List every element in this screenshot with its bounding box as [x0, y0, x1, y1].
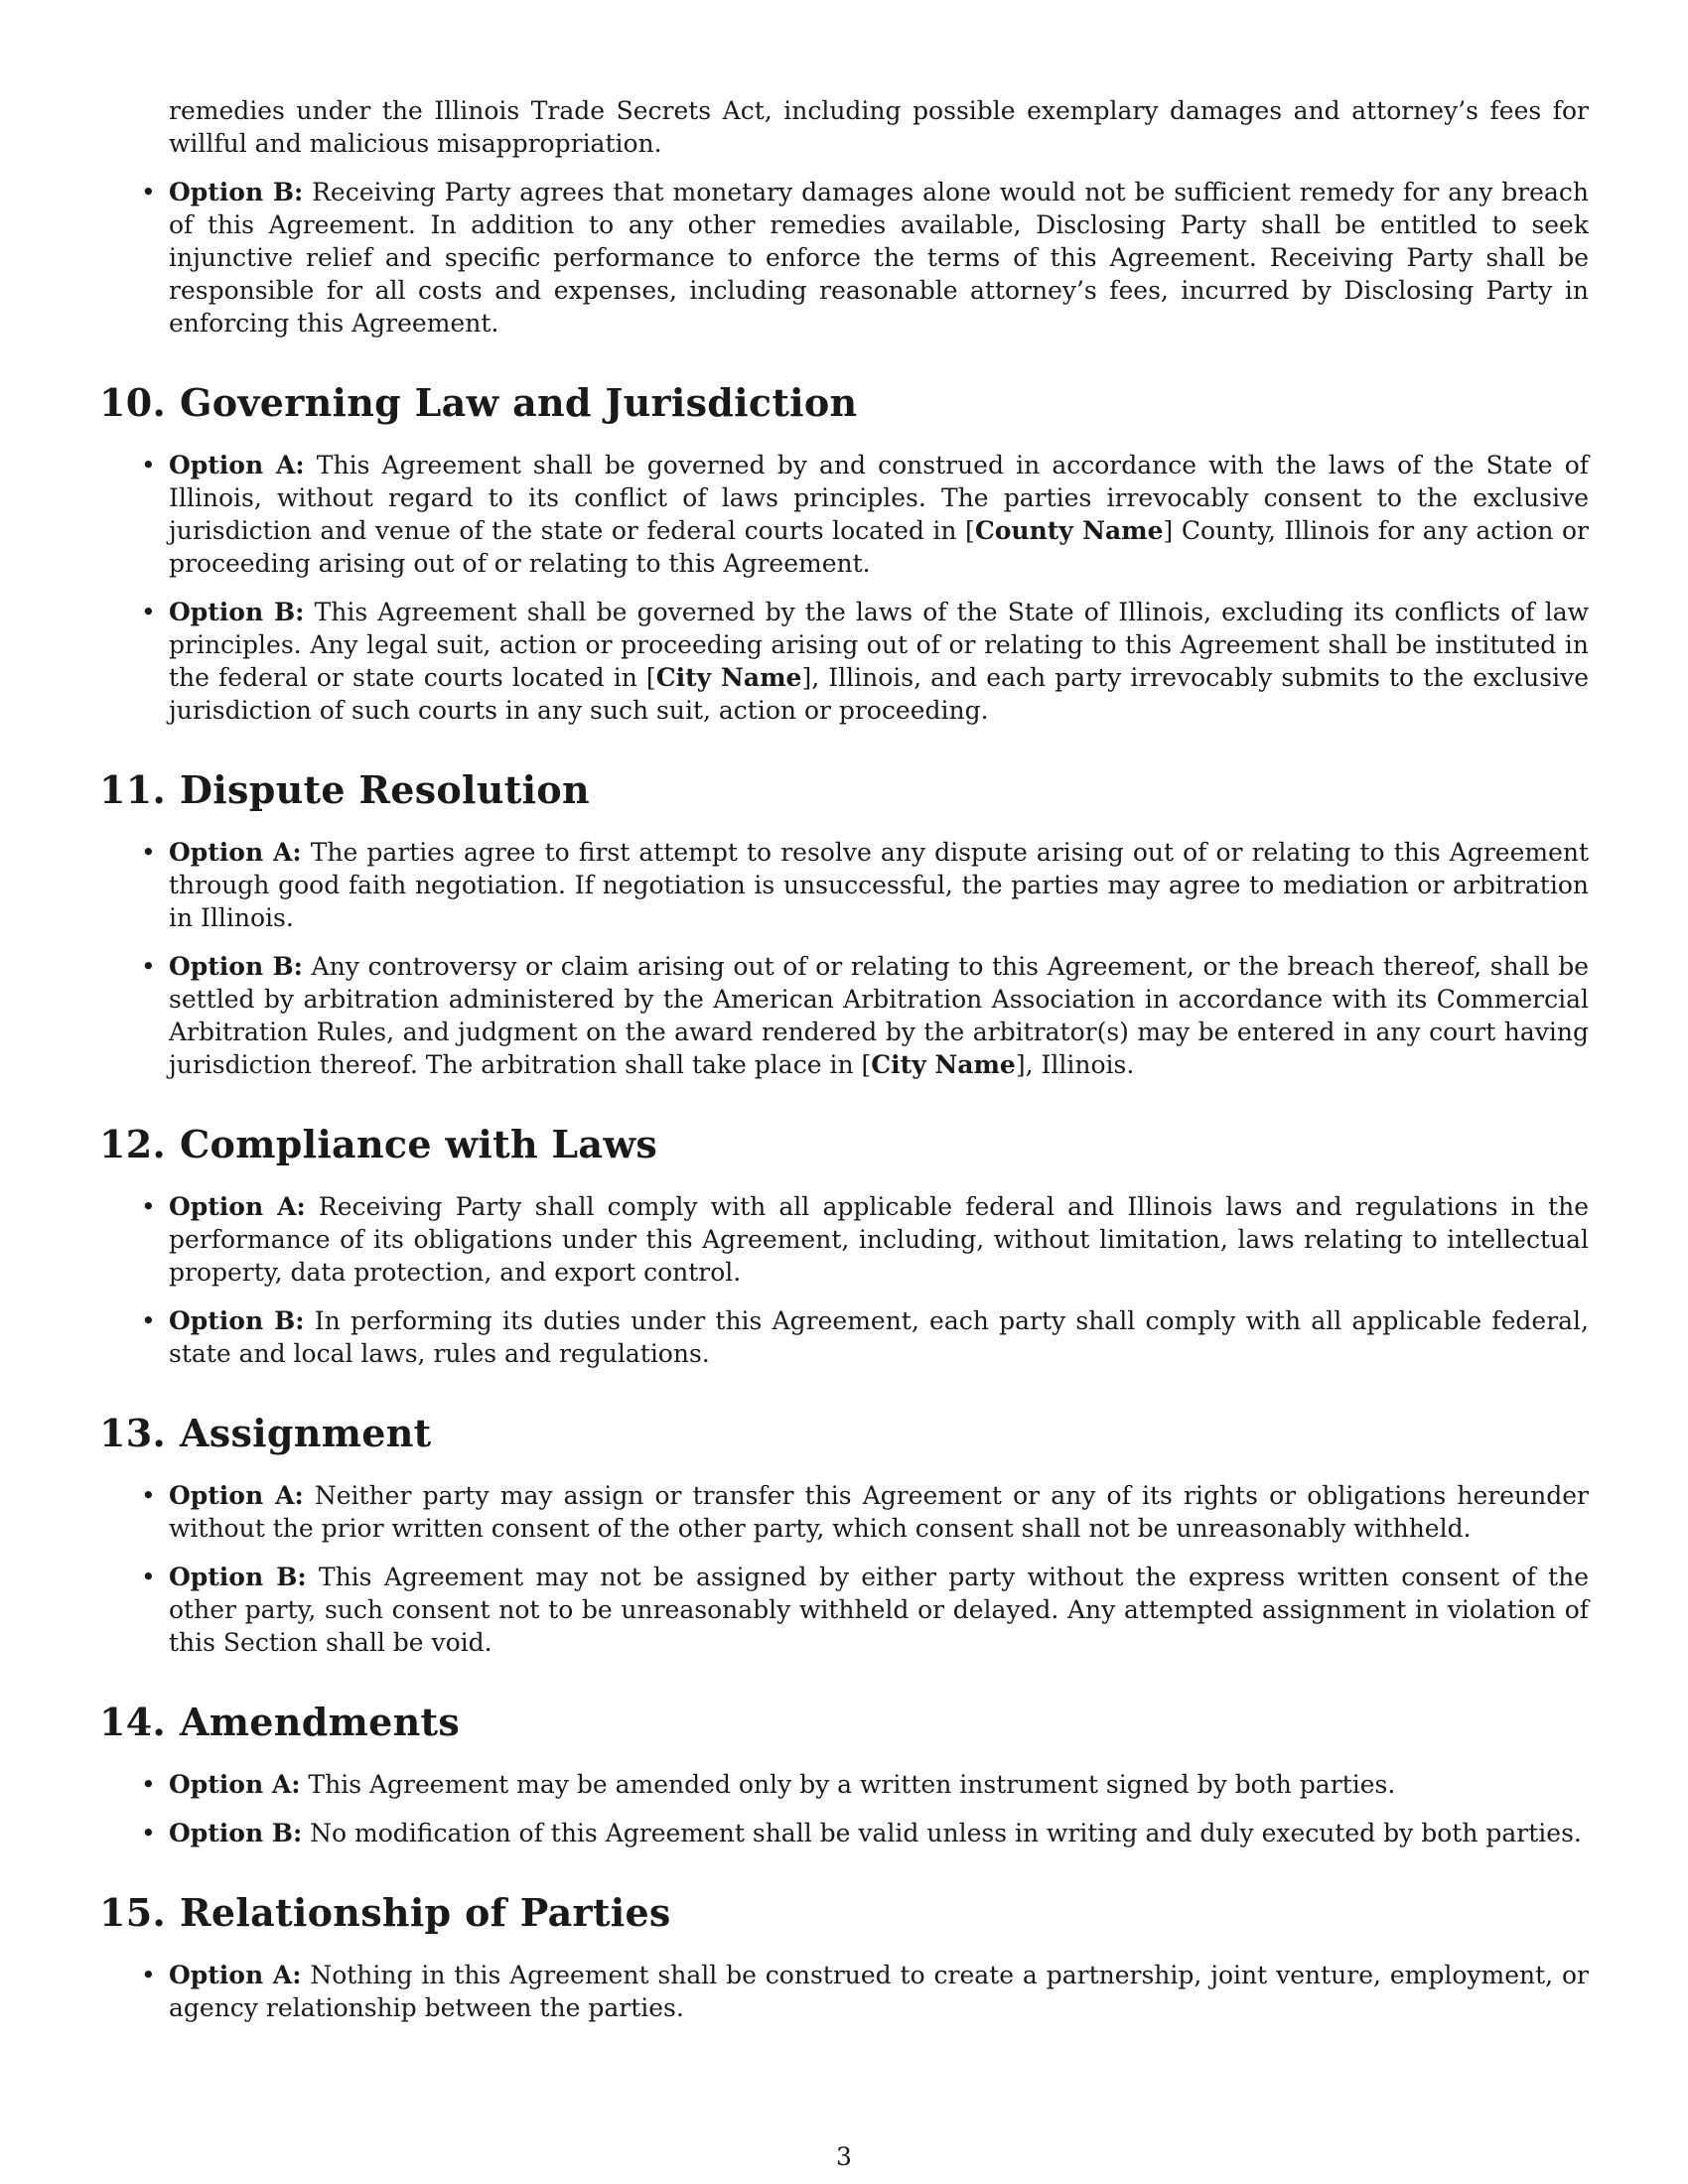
option-text: This Agreement may be amended only by a written instrument signed by both parties.: [300, 1770, 1396, 1799]
bullet-marker: •: [141, 838, 156, 867]
section-13-option-a: [141, 1479, 1590, 1545]
bullet-marker: •: [141, 1192, 156, 1221]
option-text: Receiving Party shall comply with all applicable federal and Illinois laws and regulations in the performance of its obligations under this Agreement, including, without limitation, laws relating to intellectual property, data protection, and export control.: [169, 1192, 1589, 1287]
option-label: Option B:: [169, 1819, 303, 1847]
option-label: Option A:: [169, 1961, 302, 1989]
bullet-marker: •: [141, 1819, 156, 1847]
option-text: In performing its duties under this Agreement, each party shall comply with all applicable federal, state and local laws, rules and regulations.: [169, 1306, 1590, 1368]
section-number: 14.: [99, 1700, 167, 1744]
option-label: Option B:: [169, 1306, 305, 1335]
bullet-marker: •: [141, 178, 156, 206]
placeholder-city-name: City Name: [655, 663, 802, 692]
section-heading-14: [99, 1699, 1589, 1746]
option-text: ], Illinois, and each party irrevocably submits to the exclusive jurisdiction of such courts in any such suit, action or proceeding.: [169, 663, 1589, 725]
option-label: Option B:: [169, 1563, 307, 1591]
section-12-option-a: [141, 1190, 1589, 1289]
option-text: This Agreement shall be governed by the laws of the State of Illinois, excluding its conflicts of law principles. Any legal suit, action or proceeding arising out of or relating to this Agreement shall be instituted in the federal or state courts located in [: [169, 598, 1589, 692]
section-11-options: [99, 836, 1589, 1081]
section-heading-10: [99, 379, 1589, 427]
section-number: 10.: [99, 380, 167, 425]
section-title: Assignment: [180, 1411, 432, 1455]
option-label: Option A:: [169, 1192, 306, 1221]
section-10-option-a: [141, 449, 1589, 580]
section-title: Compliance with Laws: [180, 1122, 658, 1166]
bullet-marker: •: [141, 1961, 156, 1989]
document-page: [99, 94, 1589, 2040]
option-text: The parties agree to first attempt to resolve any dispute arising out of or relating to this Agreement through good faith negotiation. If negotiation is unsuccessful, the parties may agree to mediation or arbitration in Illinois.: [169, 838, 1590, 932]
section-title: Dispute Resolution: [180, 767, 590, 812]
option-label: Option B:: [169, 952, 303, 981]
section-14-options: [99, 1768, 1589, 1849]
section-12-option-b: [141, 1304, 1590, 1370]
section-11-option-b: [141, 950, 1590, 1081]
section-15-option-a: [141, 1959, 1589, 2024]
section-14-option-b: [141, 1817, 1589, 1849]
option-text: Neither party may assign or transfer this Agreement or any of its rights or obligations hereunder without the prior written consent of the other party, which consent shall not be unreasonably withheld.: [169, 1481, 1590, 1543]
placeholder-city-name: City Name: [871, 1050, 1016, 1079]
section-14-option-a: [141, 1768, 1589, 1801]
option-text: Receiving Party agrees that monetary damages alone would not be sufficient remedy for any breach of this Agreement. In addition to any other remedies available, Disclosing Party shall be entitled to seek injunctive relief and specific performance to enforce the terms of this Agreement. Receiving Party shall be responsible for all costs and expenses, including reasonable attorney’s fees, incurred by Disclosing Party in enforcing this Agreement.: [169, 178, 1589, 338]
section-9-options: [99, 176, 1589, 340]
section-number: 12.: [99, 1122, 167, 1166]
option-text: No modification of this Agreement shall be valid unless in writing and duly executed by both parties.: [302, 1819, 1582, 1847]
placeholder-county-name: County Name: [974, 516, 1164, 545]
bullet-marker: •: [141, 451, 156, 479]
bullet-marker: •: [141, 1770, 156, 1799]
section-13-options: [99, 1479, 1589, 1659]
option-label: Option A:: [169, 838, 302, 867]
section-number: 15.: [99, 1890, 167, 1935]
bullet-marker: •: [141, 598, 156, 626]
bullet-marker: •: [141, 1563, 156, 1591]
option-text: This Agreement shall be governed by and construed in accordance with the laws of the State of Illinois, without regard to its conflict of laws principles. The parties irrevocably consent to the exclusive jurisdiction and venue of the state or federal courts located in [: [169, 451, 1589, 545]
continued-paragraph: remedies under the Illinois Trade Secrets Act, including possible exemplary damages and attorney’s fees for willful and malicious misappropriation.: [169, 96, 1589, 158]
option-text: Nothing in this Agreement shall be construed to create a partnership, joint venture, employment, or agency relationship between the parties.: [169, 1961, 1589, 2022]
section-number: 11.: [99, 767, 167, 812]
section-9-option-b: [141, 176, 1589, 340]
option-text: ] County, Illinois for any action or proceeding arising out of or relating to this Agreement.: [169, 516, 1589, 578]
section-11-option-a: [141, 836, 1590, 934]
bullet-marker: •: [141, 952, 156, 981]
section-10-options: [99, 449, 1589, 727]
option-label: Option A:: [169, 1770, 301, 1799]
section-title: Relationship of Parties: [180, 1890, 671, 1935]
page-number: 3: [836, 2142, 852, 2171]
section-13-option-b: [141, 1561, 1589, 1659]
option-label: Option B:: [169, 598, 305, 626]
section-heading-13: [99, 1410, 1589, 1457]
bullet-marker: •: [141, 1306, 156, 1335]
section-number: 13.: [99, 1411, 167, 1455]
section-heading-12: [99, 1121, 1589, 1168]
section-15-options: [99, 1959, 1589, 2024]
option-text: Any controversy or claim arising out of or relating to this Agreement, or the breach thereof, shall be settled by arbitration administered by the American Arbitration Association in accordance with its Commercial Arbitration Rules, and judgment on the award rendered by the arbitrator(s) may be entered in any court having jurisdiction thereof. The arbitration shall take place in [: [169, 952, 1590, 1079]
section-title: Governing Law and Jurisdiction: [180, 380, 858, 425]
bullet-marker: •: [141, 1481, 156, 1510]
option-label: Option A:: [169, 1481, 304, 1510]
option-label: Option A:: [169, 451, 305, 479]
option-text: This Agreement may not be assigned by either party without the express written consent of the other party, such consent not to be unreasonably withheld or delayed. Any attempted assignment in violation of this Section shall be void.: [169, 1563, 1589, 1657]
section-12-options: [99, 1190, 1589, 1370]
option-text: ], Illinois.: [1015, 1050, 1135, 1079]
section-title: Amendments: [180, 1700, 461, 1744]
section-heading-11: [99, 766, 1589, 814]
section-10-option-b: [141, 596, 1589, 727]
option-label: Option B:: [169, 178, 304, 206]
section-heading-15: [99, 1889, 1589, 1937]
